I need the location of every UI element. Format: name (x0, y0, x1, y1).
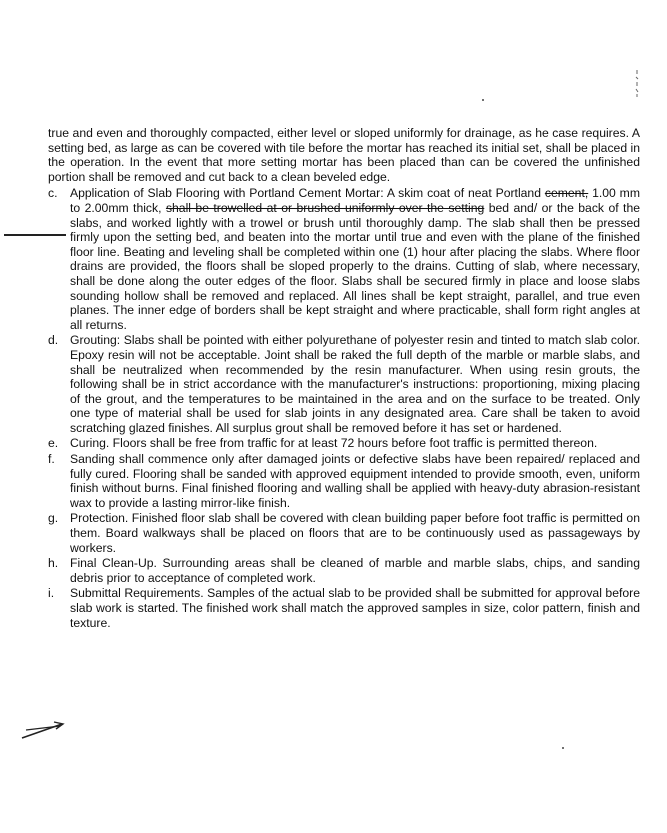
item-h-text: Final Clean-Up. Surrounding areas shall be cleaned of marble and marble slabs, chips, and sanding debris prior to acceptance of completed work. (70, 556, 640, 585)
item-g-text: Protection. Finished floor slab shall be covered with clean building paper before foot traffic is permitted on them. Board walkways shall be placed on floors that are to be continuously used as passageways by workers. (70, 511, 640, 555)
list-item-e (48, 436, 640, 451)
document-body (48, 126, 640, 631)
item-c-struck-text: shall be trowelled at or brushed uniformly over the setting (165, 200, 485, 215)
item-c-text: bed and/ or the back of the slabs, and worked lightly with a trowel or brush until thoroughly damp. The slab shall then be pressed firmly upon the setting bed, and beaten into the mortar until true and even with the plane of the finished floor line. Beating and leveling shall be completed within one (1) hour after placing the slabs. Where floor drains are provided, the floors shall be sloped properly to the drains. Cutting of slab, where necessary, shall be done along the outer edges of the floor. Slabs shall be secured firmly in place and loose slabs sounding hollow shall be removed and replaced. All lines shall be kept straight, parallel, and true even planes. The inner edge of borders shall be kept straight and where practicable, shall form right angles at all returns. (70, 200, 640, 332)
item-e-text: Curing. Floors shall be free from traffic for at least 72 hours before foot traffic is permitted thereon. (70, 436, 598, 451)
list-marker: e. (48, 436, 59, 451)
list-item-i (48, 586, 640, 630)
list-marker: g. (48, 511, 59, 526)
list-item-h (48, 556, 640, 585)
item-c-struck-text: cement, (544, 186, 589, 201)
item-i-text: Submittal Requirements. Samples of the actual slab to be provided shall be submitted for approval before slab work is started. The finished work shall match the approved samples in size, color pattern, finish and texture. (70, 586, 640, 630)
speck-mark (562, 747, 564, 749)
list-marker: h. (48, 556, 59, 571)
item-c-thickness: 1.00 mm to 2.00mm thick, (70, 186, 640, 215)
item-f-text: Sanding shall commence only after damaged joints or defective slabs have been repaired/ replaced and fully cured. Flooring shall be sanded with approved equipment intended to provide smooth, even, uniform finish without burns. Final finished flooring and walling shall be applied with heavy-duty abrasion-resistant wax to provide a lasting mirror-like finish. (70, 452, 640, 510)
list-item-f (48, 452, 640, 510)
list-item-g (48, 511, 640, 555)
margin-scribble-icon (634, 68, 640, 98)
margin-arrow-icon (20, 718, 66, 742)
list-marker: f. (48, 452, 55, 467)
list-marker: i. (48, 586, 55, 601)
list-marker: d. (48, 333, 59, 348)
list-marker: c. (48, 186, 58, 201)
list-item-d (48, 333, 640, 435)
list-item-c (48, 186, 640, 332)
item-d-text: Grouting: Slabs shall be pointed with either polyurethane of polyester resin and tinted to match slab color. Epoxy resin will not be acceptable. Joint shall be raked the full depth of the marble or marble slabs, and shall be neutralized when recommended by the resin manufacturer. When using resin grouts, the following shall be in strict accordance with the manufacturer's instructions: proportioning, mixing placing of the grout, and the temperatures to be maintained in the area and on the surface to be treated. Only one type of material shall be used for slab joints in any designated area. Care shall be taken to avoid scratching glazed finishes. All surplus grout shall be removed before it has set or hardened. (70, 333, 640, 435)
speck-mark (482, 99, 484, 101)
item-c-lead: Application of Slab Flooring with Portland Cement Mortar: A skim coat of neat Portland (70, 186, 541, 201)
intro-paragraph: true and even and thoroughly compacted, either level or sloped uniformly for drainage, as he case requires. A setting bed, as large as can be covered with tile before the mortar has reached its initial set, shall be placed in the operation. In the event that more setting mortar has been placed than can be covered the unfinished portion shall be removed and cut back to a clean beveled edge. (48, 126, 640, 184)
